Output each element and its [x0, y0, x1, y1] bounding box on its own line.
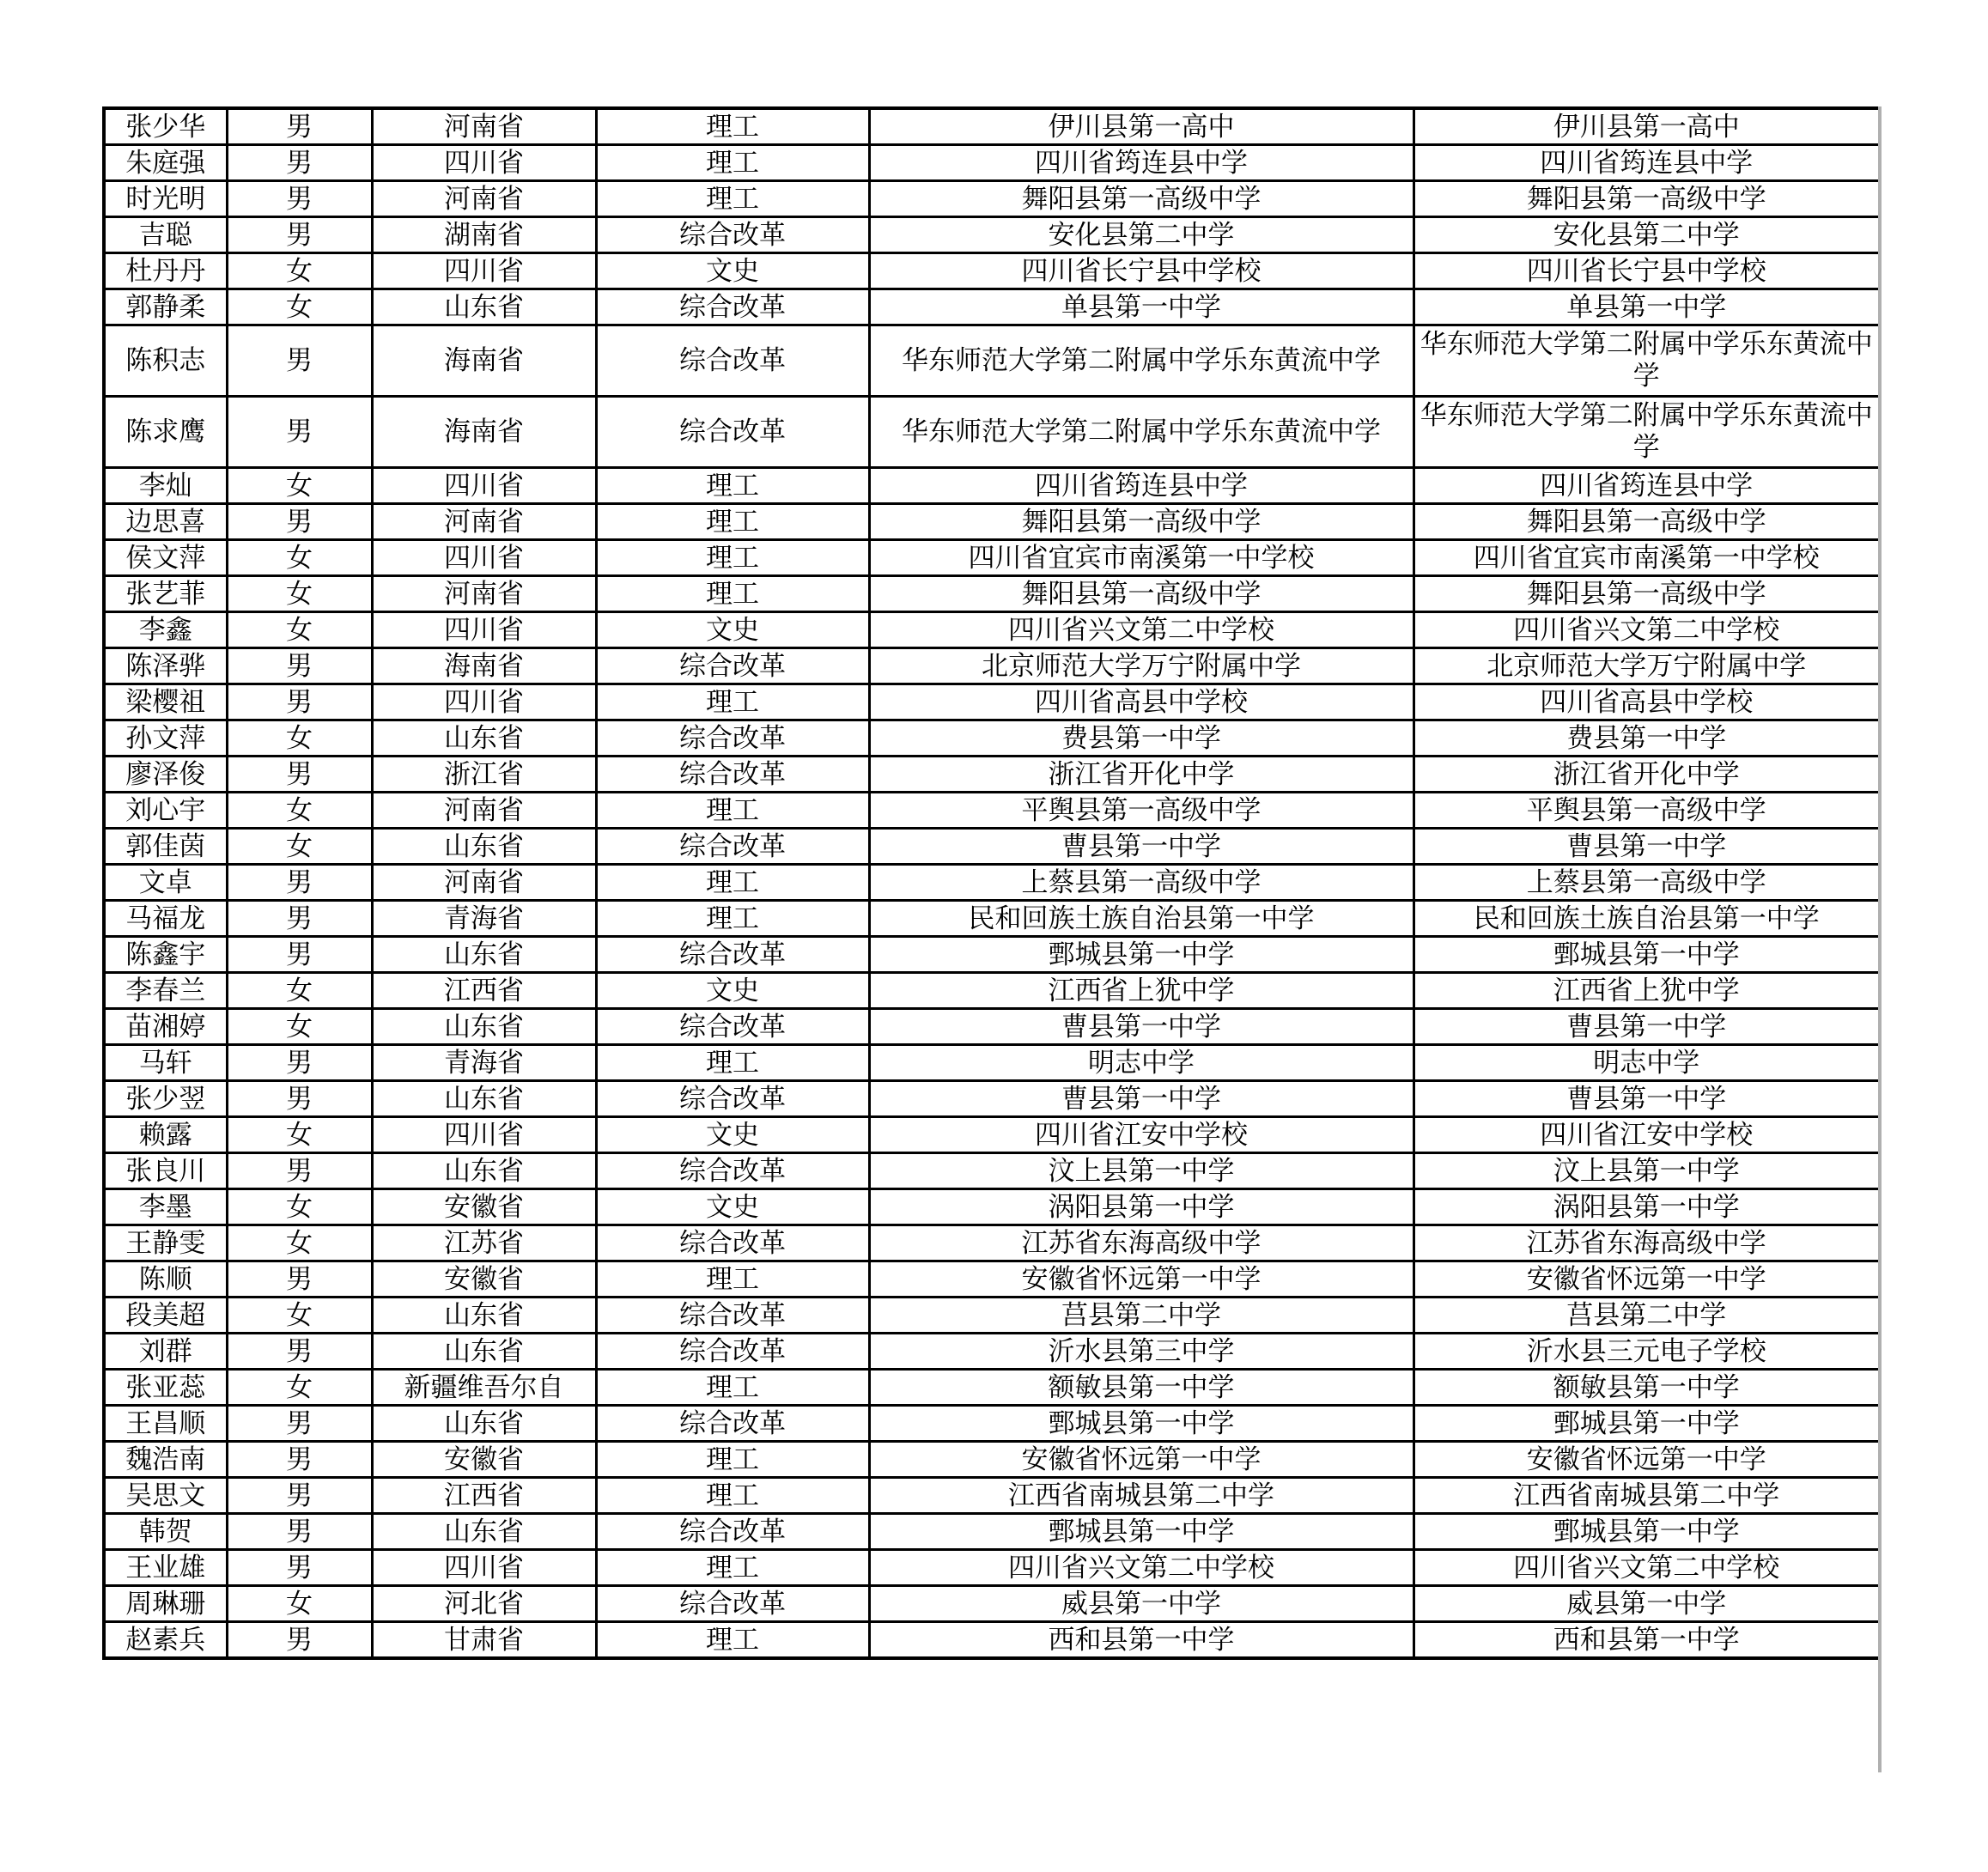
table-row: [104, 1334, 1880, 1370]
school-cell-2: 舞阳县第一高级中学: [1413, 504, 1880, 540]
province-cell: 山东省: [372, 1009, 596, 1045]
name-cell: 杜丹丹: [104, 253, 227, 289]
category-cell: 理工: [596, 793, 869, 829]
school-cell-2: 鄄城县第一中学: [1413, 937, 1880, 973]
name-cell: 吴思文: [104, 1478, 227, 1514]
category-cell: 文史: [596, 612, 869, 648]
school-cell: 曹县第一中学: [869, 1081, 1413, 1117]
gender-cell: 男: [227, 397, 372, 468]
school-cell-2: 西和县第一中学: [1413, 1622, 1880, 1659]
category-cell: 理工: [596, 1478, 869, 1514]
category-cell: 综合改革: [596, 1514, 869, 1550]
category-cell: 文史: [596, 973, 869, 1009]
name-cell: 李鑫: [104, 612, 227, 648]
school-cell-2: 曹县第一中学: [1413, 1009, 1880, 1045]
province-cell: 河南省: [372, 793, 596, 829]
gender-cell: 女: [227, 1225, 372, 1261]
gender-cell: 女: [227, 612, 372, 648]
table-row: [104, 1081, 1880, 1117]
gender-cell: 女: [227, 576, 372, 612]
name-cell: 陈积志: [104, 325, 227, 397]
table-row: [104, 1478, 1880, 1514]
name-cell: 陈鑫宇: [104, 937, 227, 973]
gender-cell: 男: [227, 865, 372, 901]
school-cell-2: 平舆县第一高级中学: [1413, 793, 1880, 829]
name-cell: 赵素兵: [104, 1622, 227, 1659]
category-cell: 文史: [596, 1117, 869, 1153]
school-cell: 鄄城县第一中学: [869, 1406, 1413, 1442]
name-cell: 文卓: [104, 865, 227, 901]
province-cell: 青海省: [372, 1045, 596, 1081]
school-cell: 涡阳县第一中学: [869, 1189, 1413, 1225]
province-cell: 安徽省: [372, 1261, 596, 1298]
table-row: [104, 1586, 1880, 1622]
name-cell: 廖泽俊: [104, 757, 227, 793]
name-cell: 李春兰: [104, 973, 227, 1009]
gender-cell: 男: [227, 1478, 372, 1514]
category-cell: 理工: [596, 1045, 869, 1081]
school-cell-2: 费县第一中学: [1413, 720, 1880, 757]
gender-cell: 女: [227, 1117, 372, 1153]
table-row: [104, 1009, 1880, 1045]
category-cell: 综合改革: [596, 397, 869, 468]
school-cell: 舞阳县第一高级中学: [869, 504, 1413, 540]
school-cell: 四川省高县中学校: [869, 684, 1413, 720]
category-cell: 综合改革: [596, 325, 869, 397]
table-row: [104, 1189, 1880, 1225]
school-cell: 上蔡县第一高级中学: [869, 865, 1413, 901]
school-cell-2: 鄄城县第一中学: [1413, 1514, 1880, 1550]
category-cell: 理工: [596, 540, 869, 576]
table-row: [104, 720, 1880, 757]
category-cell: 综合改革: [596, 648, 869, 684]
category-cell: 综合改革: [596, 289, 869, 325]
name-cell: 王静雯: [104, 1225, 227, 1261]
gender-cell: 女: [227, 1298, 372, 1334]
table-row: [104, 793, 1880, 829]
gender-cell: 男: [227, 325, 372, 397]
school-cell-2: 江西省南城县第二中学: [1413, 1478, 1880, 1514]
table-row: [104, 253, 1880, 289]
category-cell: 文史: [596, 253, 869, 289]
table-row: [104, 1045, 1880, 1081]
table-row: [104, 829, 1880, 865]
province-cell: 江苏省: [372, 1225, 596, 1261]
school-cell: 沂水县第三中学: [869, 1334, 1413, 1370]
school-cell: 曹县第一中学: [869, 829, 1413, 865]
school-cell-2: 北京师范大学万宁附属中学: [1413, 648, 1880, 684]
school-cell-2: 四川省高县中学校: [1413, 684, 1880, 720]
school-cell-2: 四川省宜宾市南溪第一中学校: [1413, 540, 1880, 576]
school-cell: 江苏省东海高级中学: [869, 1225, 1413, 1261]
name-cell: 段美超: [104, 1298, 227, 1334]
province-cell: 浙江省: [372, 757, 596, 793]
gender-cell: 男: [227, 684, 372, 720]
gender-cell: 男: [227, 1622, 372, 1659]
school-cell-2: 额敏县第一中学: [1413, 1370, 1880, 1406]
table-edge-shadow: [1878, 106, 1882, 1772]
gender-cell: 男: [227, 108, 372, 145]
school-cell-2: 明志中学: [1413, 1045, 1880, 1081]
province-cell: 湖南省: [372, 217, 596, 253]
school-cell: 安徽省怀远第一中学: [869, 1442, 1413, 1478]
category-cell: 文史: [596, 1189, 869, 1225]
school-cell-2: 四川省长宁县中学校: [1413, 253, 1880, 289]
category-cell: 理工: [596, 1261, 869, 1298]
gender-cell: 女: [227, 793, 372, 829]
category-cell: 综合改革: [596, 1009, 869, 1045]
school-cell-2: 华东师范大学第二附属中学乐东黄流中学: [1413, 397, 1880, 468]
gender-cell: 男: [227, 504, 372, 540]
gender-cell: 男: [227, 1334, 372, 1370]
school-cell: 舞阳县第一高级中学: [869, 576, 1413, 612]
gender-cell: 男: [227, 901, 372, 937]
province-cell: 山东省: [372, 1081, 596, 1117]
gender-cell: 女: [227, 289, 372, 325]
table-row: [104, 1117, 1880, 1153]
category-cell: 理工: [596, 468, 869, 504]
school-cell-2: 伊川县第一高中: [1413, 108, 1880, 145]
category-cell: 综合改革: [596, 1225, 869, 1261]
category-cell: 综合改革: [596, 1153, 869, 1189]
school-cell: 四川省宜宾市南溪第一中学校: [869, 540, 1413, 576]
school-cell: 江西省上犹中学: [869, 973, 1413, 1009]
name-cell: 张良川: [104, 1153, 227, 1189]
school-cell-2: 曹县第一中学: [1413, 829, 1880, 865]
table-row: [104, 1225, 1880, 1261]
school-cell-2: 华东师范大学第二附属中学乐东黄流中学: [1413, 325, 1880, 397]
province-cell: 四川省: [372, 684, 596, 720]
school-cell: 四川省江安中学校: [869, 1117, 1413, 1153]
table-row: [104, 1442, 1880, 1478]
gender-cell: 男: [227, 648, 372, 684]
school-cell-2: 莒县第二中学: [1413, 1298, 1880, 1334]
category-cell: 综合改革: [596, 720, 869, 757]
school-cell: 浙江省开化中学: [869, 757, 1413, 793]
school-cell-2: 四川省兴文第二中学校: [1413, 1550, 1880, 1586]
school-cell-2: 安徽省怀远第一中学: [1413, 1442, 1880, 1478]
province-cell: 四川省: [372, 1550, 596, 1586]
name-cell: 赖露: [104, 1117, 227, 1153]
name-cell: 张亚蕊: [104, 1370, 227, 1406]
gender-cell: 男: [227, 1045, 372, 1081]
name-cell: 张少翌: [104, 1081, 227, 1117]
province-cell: 四川省: [372, 540, 596, 576]
province-cell: 甘肃省: [372, 1622, 596, 1659]
gender-cell: 女: [227, 540, 372, 576]
school-cell-2: 江西省上犹中学: [1413, 973, 1880, 1009]
category-cell: 理工: [596, 1550, 869, 1586]
school-cell-2: 四川省筠连县中学: [1413, 468, 1880, 504]
gender-cell: 男: [227, 1442, 372, 1478]
table-row: [104, 540, 1880, 576]
table-row: [104, 1298, 1880, 1334]
table-row: [104, 1550, 1880, 1586]
gender-cell: 女: [227, 253, 372, 289]
name-cell: 苗湘婷: [104, 1009, 227, 1045]
school-cell-2: 四川省江安中学校: [1413, 1117, 1880, 1153]
gender-cell: 女: [227, 468, 372, 504]
province-cell: 安徽省: [372, 1442, 596, 1478]
name-cell: 马轩: [104, 1045, 227, 1081]
school-cell-2: 舞阳县第一高级中学: [1413, 181, 1880, 217]
school-cell: 鄄城县第一中学: [869, 937, 1413, 973]
table-row: [104, 576, 1880, 612]
gender-cell: 女: [227, 1189, 372, 1225]
name-cell: 王昌顺: [104, 1406, 227, 1442]
school-cell-2: 浙江省开化中学: [1413, 757, 1880, 793]
name-cell: 魏浩南: [104, 1442, 227, 1478]
school-cell-2: 上蔡县第一高级中学: [1413, 865, 1880, 901]
province-cell: 海南省: [372, 397, 596, 468]
table-row: [104, 901, 1880, 937]
gender-cell: 男: [227, 1514, 372, 1550]
name-cell: 陈顺: [104, 1261, 227, 1298]
table-row: [104, 1153, 1880, 1189]
school-cell-2: 沂水县三元电子学校: [1413, 1334, 1880, 1370]
school-cell: 安徽省怀远第一中学: [869, 1261, 1413, 1298]
province-cell: 山东省: [372, 1153, 596, 1189]
school-cell: 安化县第二中学: [869, 217, 1413, 253]
school-cell: 单县第一中学: [869, 289, 1413, 325]
category-cell: 综合改革: [596, 217, 869, 253]
province-cell: 江西省: [372, 1478, 596, 1514]
gender-cell: 女: [227, 720, 372, 757]
category-cell: 理工: [596, 1370, 869, 1406]
province-cell: 四川省: [372, 145, 596, 181]
province-cell: 河南省: [372, 576, 596, 612]
name-cell: 刘心宇: [104, 793, 227, 829]
category-cell: 理工: [596, 1442, 869, 1478]
table-row: [104, 1261, 1880, 1298]
gender-cell: 男: [227, 145, 372, 181]
name-cell: 梁樱祖: [104, 684, 227, 720]
gender-cell: 男: [227, 1153, 372, 1189]
name-cell: 张艺菲: [104, 576, 227, 612]
school-cell-2: 鄄城县第一中学: [1413, 1406, 1880, 1442]
name-cell: 李墨: [104, 1189, 227, 1225]
gender-cell: 女: [227, 829, 372, 865]
gender-cell: 女: [227, 973, 372, 1009]
category-cell: 理工: [596, 576, 869, 612]
school-cell: 费县第一中学: [869, 720, 1413, 757]
school-cell-2: 曹县第一中学: [1413, 1081, 1880, 1117]
table-row: [104, 684, 1880, 720]
table-row: [104, 612, 1880, 648]
category-cell: 综合改革: [596, 937, 869, 973]
gender-cell: 男: [227, 1261, 372, 1298]
name-cell: 张少华: [104, 108, 227, 145]
school-cell: 明志中学: [869, 1045, 1413, 1081]
province-cell: 四川省: [372, 1117, 596, 1153]
gender-cell: 女: [227, 1370, 372, 1406]
table-row: [104, 325, 1880, 397]
category-cell: 理工: [596, 145, 869, 181]
name-cell: 边思喜: [104, 504, 227, 540]
name-cell: 马福龙: [104, 901, 227, 937]
school-cell: 民和回族土族自治县第一中学: [869, 901, 1413, 937]
category-cell: 理工: [596, 684, 869, 720]
school-cell: 汶上县第一中学: [869, 1153, 1413, 1189]
province-cell: 四川省: [372, 468, 596, 504]
category-cell: 理工: [596, 504, 869, 540]
province-cell: 江西省: [372, 973, 596, 1009]
gender-cell: 男: [227, 1081, 372, 1117]
table-row: [104, 1622, 1880, 1659]
province-cell: 新疆维吾尔自: [372, 1370, 596, 1406]
category-cell: 综合改革: [596, 1334, 869, 1370]
school-cell-2: 单县第一中学: [1413, 289, 1880, 325]
name-cell: 陈求鹰: [104, 397, 227, 468]
gender-cell: 男: [227, 1550, 372, 1586]
school-cell: 华东师范大学第二附属中学乐东黄流中学: [869, 325, 1413, 397]
name-cell: 孙文萍: [104, 720, 227, 757]
province-cell: 山东省: [372, 1514, 596, 1550]
province-cell: 河南省: [372, 108, 596, 145]
school-cell: 四川省长宁县中学校: [869, 253, 1413, 289]
category-cell: 综合改革: [596, 1586, 869, 1622]
table-row: [104, 181, 1880, 217]
province-cell: 山东省: [372, 1406, 596, 1442]
category-cell: 理工: [596, 108, 869, 145]
school-cell-2: 安徽省怀远第一中学: [1413, 1261, 1880, 1298]
province-cell: 河南省: [372, 865, 596, 901]
name-cell: 韩贺: [104, 1514, 227, 1550]
school-cell: 伊川县第一高中: [869, 108, 1413, 145]
category-cell: 综合改革: [596, 757, 869, 793]
name-cell: 郭佳茵: [104, 829, 227, 865]
school-cell-2: 江苏省东海高级中学: [1413, 1225, 1880, 1261]
name-cell: 王业雄: [104, 1550, 227, 1586]
name-cell: 刘群: [104, 1334, 227, 1370]
table-row: [104, 145, 1880, 181]
school-cell: 平舆县第一高级中学: [869, 793, 1413, 829]
province-cell: 河北省: [372, 1586, 596, 1622]
category-cell: 理工: [596, 865, 869, 901]
province-cell: 山东省: [372, 720, 596, 757]
category-cell: 综合改革: [596, 829, 869, 865]
school-cell: 华东师范大学第二附属中学乐东黄流中学: [869, 397, 1413, 468]
table-row: [104, 289, 1880, 325]
school-cell: 曹县第一中学: [869, 1009, 1413, 1045]
category-cell: 理工: [596, 901, 869, 937]
school-cell: 北京师范大学万宁附属中学: [869, 648, 1413, 684]
school-cell-2: 民和回族土族自治县第一中学: [1413, 901, 1880, 937]
school-cell: 莒县第二中学: [869, 1298, 1413, 1334]
gender-cell: 女: [227, 1586, 372, 1622]
name-cell: 吉聪: [104, 217, 227, 253]
province-cell: 河南省: [372, 504, 596, 540]
name-cell: 郭静柔: [104, 289, 227, 325]
school-cell-2: 四川省兴文第二中学校: [1413, 612, 1880, 648]
table-row: [104, 937, 1880, 973]
table-row: [104, 973, 1880, 1009]
school-cell-2: 安化县第二中学: [1413, 217, 1880, 253]
school-cell: 鄄城县第一中学: [869, 1514, 1413, 1550]
student-table: [102, 106, 1882, 1660]
school-cell: 舞阳县第一高级中学: [869, 181, 1413, 217]
name-cell: 侯文萍: [104, 540, 227, 576]
category-cell: 综合改革: [596, 1298, 869, 1334]
name-cell: 周琳珊: [104, 1586, 227, 1622]
gender-cell: 女: [227, 1009, 372, 1045]
school-cell: 四川省筠连县中学: [869, 468, 1413, 504]
table-row: [104, 397, 1880, 468]
category-cell: 理工: [596, 1622, 869, 1659]
school-cell-2: 舞阳县第一高级中学: [1413, 576, 1880, 612]
school-cell: 额敏县第一中学: [869, 1370, 1413, 1406]
gender-cell: 男: [227, 757, 372, 793]
school-cell: 四川省兴文第二中学校: [869, 1550, 1413, 1586]
table-row: [104, 1370, 1880, 1406]
category-cell: 综合改革: [596, 1081, 869, 1117]
table-row: [104, 757, 1880, 793]
province-cell: 海南省: [372, 648, 596, 684]
table-row: [104, 108, 1880, 145]
province-cell: 四川省: [372, 253, 596, 289]
student-table-body: [104, 108, 1880, 1658]
school-cell: 西和县第一中学: [869, 1622, 1413, 1659]
province-cell: 山东省: [372, 1334, 596, 1370]
school-cell: 四川省筠连县中学: [869, 145, 1413, 181]
name-cell: 时光明: [104, 181, 227, 217]
school-cell-2: 四川省筠连县中学: [1413, 145, 1880, 181]
table-row: [104, 217, 1880, 253]
table-row: [104, 1514, 1880, 1550]
gender-cell: 男: [227, 1406, 372, 1442]
table-row: [104, 865, 1880, 901]
gender-cell: 男: [227, 937, 372, 973]
province-cell: 山东省: [372, 289, 596, 325]
name-cell: 陈泽骅: [104, 648, 227, 684]
province-cell: 山东省: [372, 1298, 596, 1334]
school-cell-2: 汶上县第一中学: [1413, 1153, 1880, 1189]
table-row: [104, 504, 1880, 540]
school-cell: 威县第一中学: [869, 1586, 1413, 1622]
province-cell: 青海省: [372, 901, 596, 937]
category-cell: 综合改革: [596, 1406, 869, 1442]
school-cell-2: 威县第一中学: [1413, 1586, 1880, 1622]
province-cell: 山东省: [372, 937, 596, 973]
category-cell: 理工: [596, 181, 869, 217]
province-cell: 海南省: [372, 325, 596, 397]
name-cell: 李灿: [104, 468, 227, 504]
province-cell: 河南省: [372, 181, 596, 217]
table-row: [104, 648, 1880, 684]
province-cell: 山东省: [372, 829, 596, 865]
school-cell: 四川省兴文第二中学校: [869, 612, 1413, 648]
table-row: [104, 468, 1880, 504]
gender-cell: 男: [227, 217, 372, 253]
province-cell: 四川省: [372, 612, 596, 648]
province-cell: 安徽省: [372, 1189, 596, 1225]
table-row: [104, 1406, 1880, 1442]
gender-cell: 男: [227, 181, 372, 217]
school-cell: 江西省南城县第二中学: [869, 1478, 1413, 1514]
name-cell: 朱庭强: [104, 145, 227, 181]
school-cell-2: 涡阳县第一中学: [1413, 1189, 1880, 1225]
